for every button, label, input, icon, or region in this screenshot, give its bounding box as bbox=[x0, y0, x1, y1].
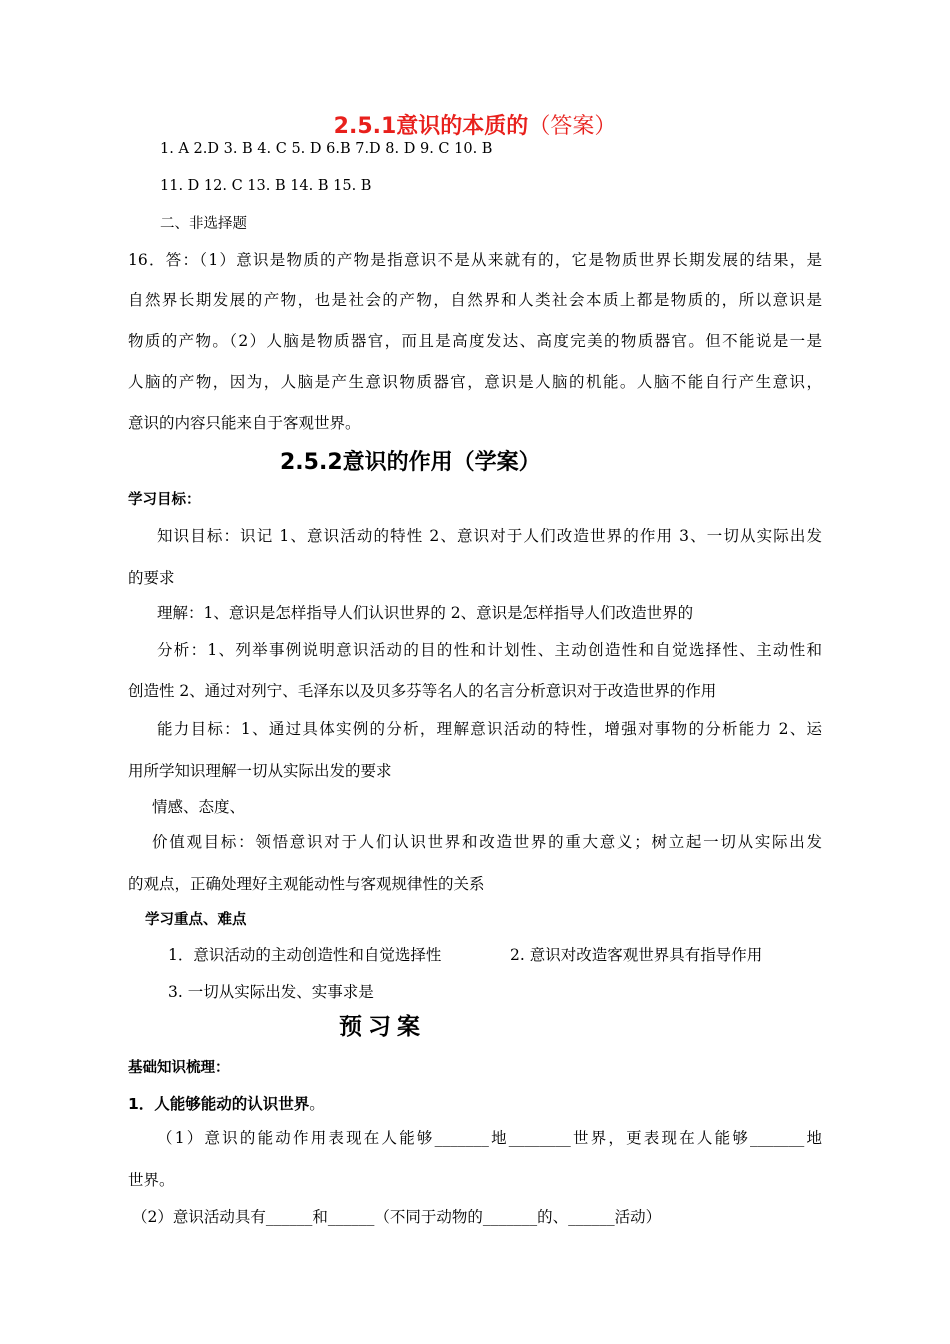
key-heading: 学习重点、难点 bbox=[145, 912, 247, 928]
item-2-line: （2）意识活动具有______和______（不同于动物的_______的、______活动） bbox=[132, 1208, 662, 1226]
basics-heading: 基础知识梳理： bbox=[128, 1060, 230, 1076]
knowledge-line-2: 的要求 bbox=[128, 569, 175, 587]
preview-title: 预习案 bbox=[339, 1014, 426, 1040]
ability-line-2: 用所学知识理解一切从实际出发的要求 bbox=[128, 762, 392, 780]
answer-title-paren: （答案） bbox=[528, 114, 617, 139]
value-line-2: 的观点，正确处理好主观能动性与客观规律性的关系 bbox=[128, 875, 485, 893]
item-1-line-1: （1）意识的能动作用表现在人能够_______地________世界，更表现在人能够_______地 bbox=[157, 1129, 822, 1147]
study-title: 2.5.2意识的作用（学案） bbox=[280, 450, 541, 475]
value-line-1: 价值观目标：领悟意识对于人们认识世界和改造世界的重大意义；树立起一切从实际出发 bbox=[152, 833, 822, 851]
point-1 bbox=[128, 1094, 325, 1114]
answers-row-2: 11. D 12. C 13. B 14. B 15. B bbox=[160, 178, 372, 194]
key-item-2: 2. 意识对改造客观世界具有指导作用 bbox=[510, 946, 763, 964]
answers-row-1: 1. A 2.D 3. B 4. C 5. D 6.B 7.D 8. D 9. C 10. B bbox=[160, 141, 493, 157]
q16-line-5: 意识的内容只能来自于客观世界。 bbox=[128, 414, 361, 432]
q16-line-1: 16．答：（1）意识是物质的产物是指意识不是从来就有的，它是物质世界长期发展的结果，是 bbox=[128, 251, 822, 269]
understand-line: 理解：1、意识是怎样指导人们认识世界的 2、意识是怎样指导人们改造世界的 bbox=[157, 604, 694, 622]
item-1-line-2: 世界。 bbox=[128, 1171, 175, 1189]
q16-line-3: 物质的产物。（2）人脑是物质器官，而且是高度发达、高度完美的物质器官。但不能说是一是 bbox=[128, 332, 822, 350]
point-1-period: 。 bbox=[309, 1095, 325, 1113]
nonchoice-heading: 二、非选择题 bbox=[160, 216, 247, 232]
goals-heading: 学习目标： bbox=[128, 492, 201, 508]
analyze-line-1: 分析：1、列举事例说明意识活动的目的性和计划性、主动创造性和自觉选择性、主动性和 bbox=[157, 641, 822, 659]
knowledge-line-1: 知识目标：识记 1、意识活动的特性 2、意识对于人们改造世界的作用 3、一切从实际出发 bbox=[157, 527, 822, 545]
q16-line-4: 人脑的产物，因为，人脑是产生意识物质器官，意识是人脑的机能。人脑不能自行产生意识， bbox=[128, 373, 822, 391]
key-item-3: 3. 一切从实际出发、实事求是 bbox=[168, 983, 374, 1001]
ability-line-1: 能力目标：1、通过具体实例的分析，理解意识活动的特性，增强对事物的分析能力 2、运 bbox=[157, 720, 822, 738]
q16-line-2: 自然界长期发展的产物，也是社会的产物，自然界和人类社会本质上都是物质的，所以意识是 bbox=[128, 291, 822, 309]
key-item-1: 1．意识活动的主动创造性和自觉选择性 bbox=[168, 946, 442, 964]
emotion-line: 情感、态度、 bbox=[152, 798, 246, 816]
analyze-line-2: 创造性 2、通过对列宁、毛泽东以及贝多芬等名人的名言分析意识对于改造世界的作用 bbox=[128, 682, 717, 700]
answer-title bbox=[0, 112, 950, 142]
answer-title-main: 2.5.1意识的本质的 bbox=[333, 114, 529, 139]
point-1-heading: 1．人能够能动的认识世界 bbox=[128, 1095, 310, 1113]
